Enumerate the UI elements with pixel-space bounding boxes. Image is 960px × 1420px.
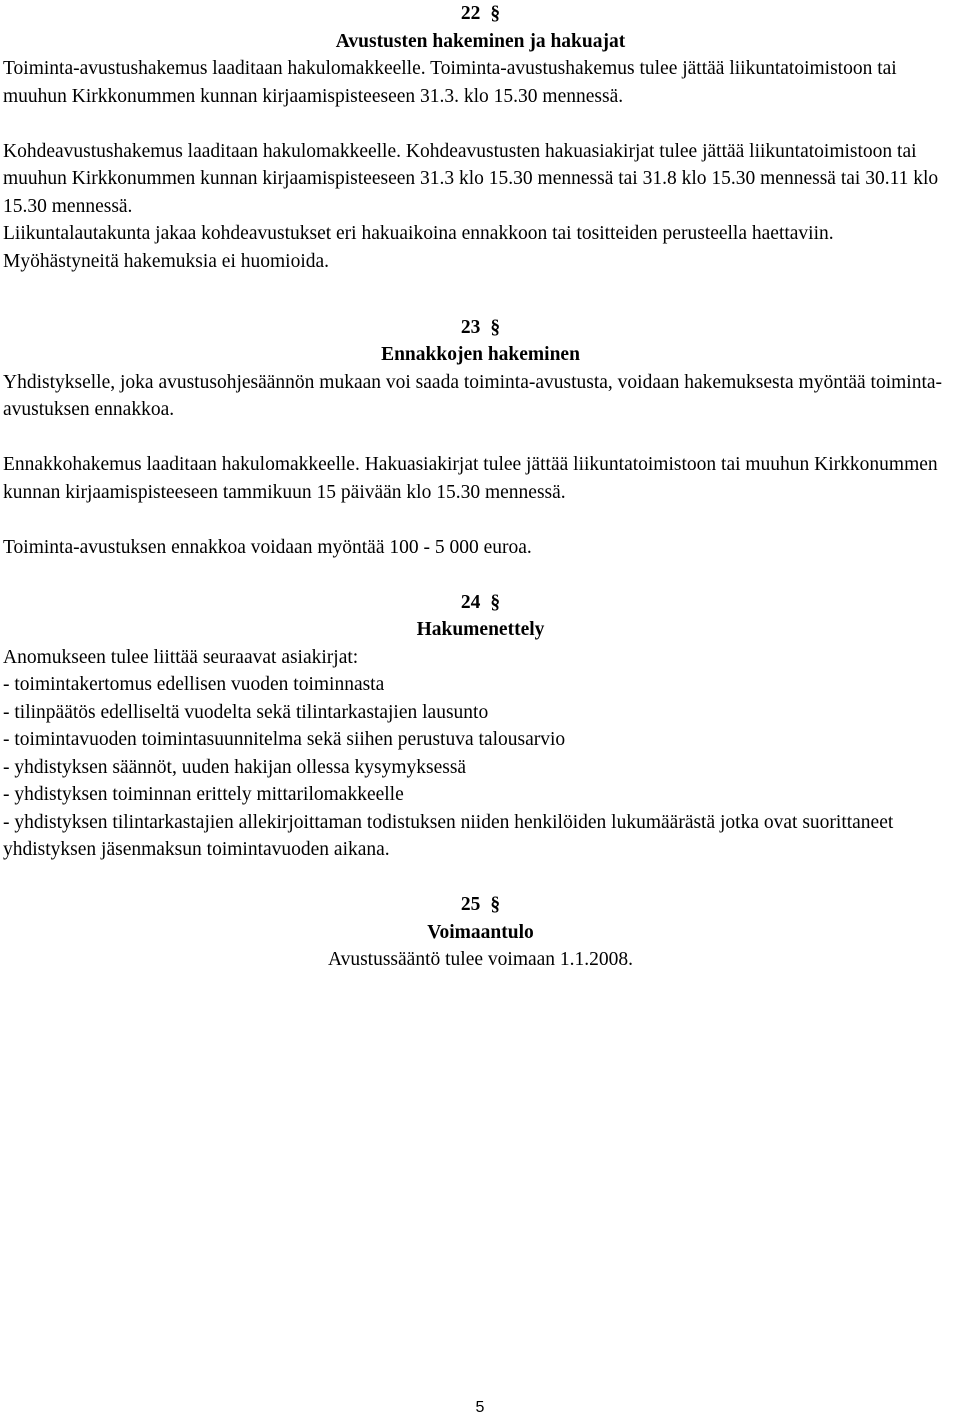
paragraph: Toiminta-avustushakemus laaditaan hakulomakkeelle. Toiminta-avustushakemus tulee jättää liikuntatoimistoon tai muuhun Kirkkonummen kunnan kirjaamispisteeseen 31.3. klo 15.30 mennessä. bbox=[3, 58, 897, 107]
list-item: - yhdistyksen säännöt, uuden hakijan ollessa kysymyksessä bbox=[3, 756, 467, 778]
section-title: Voimaantulo bbox=[427, 921, 534, 943]
section-22 bbox=[3, 0, 958, 275]
section-title: Avustusten hakeminen ja hakuajat bbox=[335, 30, 626, 52]
section-number bbox=[3, 589, 958, 617]
list-item: - yhdistyksen tilintarkastajien allekirjoittaman todistuksen niiden henkilöiden lukumäärästä jotka ovat suorittaneet yhdistyksen jäsenmaksun toimintavuoden aikana. bbox=[3, 811, 894, 860]
section-number bbox=[3, 314, 958, 342]
list-item: - tilinpäätös edelliseltä vuodelta sekä tilintarkastajien lausunto bbox=[3, 701, 489, 723]
section-24 bbox=[3, 589, 958, 864]
paragraph-sign-icon: § bbox=[490, 591, 501, 613]
paragraph: Kohdeavustushakemus laaditaan hakulomakkeelle. Kohdeavustusten hakuasiakirjat tulee jättää liikuntatoimistoon tai muuhun Kirkkonummen kunnan kirjaamispisteeseen 31.3 klo 15.30 mennessä tai 31.8 klo 15.30 mennessä tai 30.11 klo 15.30 mennessä. bbox=[3, 140, 939, 217]
paragraph: Ennakkohakemus laaditaan hakulomakkeelle. Hakuasiakirjat tulee jättää liikuntatoimistoon tai muuhun Kirkkonummen kunnan kirjaamispisteeseen tammikuun 15 päivään klo 15.30 mennessä. bbox=[3, 454, 938, 503]
paragraph: Yhdistykselle, joka avustusohjesäännön mukaan voi saada toiminta-avustusta, voidaan hakemuksesta myöntää toiminta-avustuksen ennakkoa. bbox=[3, 371, 943, 420]
paragraph: Avustussääntö tulee voimaan 1.1.2008. bbox=[327, 949, 634, 970]
list-item: - yhdistyksen toiminnan erittely mittarilomakkeelle bbox=[3, 784, 404, 805]
section-title: Hakumenettely bbox=[416, 619, 545, 640]
section-23 bbox=[3, 314, 958, 562]
paragraph: Anomukseen tulee liittää seuraavat asiakirjat: bbox=[3, 646, 359, 668]
section-number-value: 25 bbox=[460, 894, 481, 915]
section-number bbox=[3, 0, 958, 28]
section-title: Ennakkojen hakeminen bbox=[381, 344, 580, 365]
paragraph: Toiminta-avustuksen ennakkoa voidaan myöntää 100 - 5 000 euroa. bbox=[3, 536, 532, 558]
paragraph: Liikuntalautakunta jakaa kohdeavustukset eri hakuaikoina ennakkoon tai tositteiden perusteella haettaviin. bbox=[3, 223, 834, 244]
section-number-value: 24 bbox=[460, 591, 481, 613]
paragraph-sign-icon: § bbox=[490, 316, 501, 338]
paragraph-sign-icon: § bbox=[490, 3, 501, 24]
list-item: - toimintavuoden toimintasuunnitelma sekä siihen perustuva talousarvio bbox=[3, 729, 566, 750]
paragraph-sign-icon: § bbox=[490, 894, 501, 915]
section-number-value: 23 bbox=[460, 316, 481, 338]
paragraph: Myöhästyneitä hakemuksia ei huomioida. bbox=[3, 250, 330, 272]
page-number: 5 bbox=[475, 1399, 485, 1416]
section-25 bbox=[3, 891, 958, 974]
section-number-value: 22 bbox=[460, 3, 481, 24]
section-number bbox=[3, 891, 958, 919]
list-item: - toimintakertomus edellisen vuoden toiminnasta bbox=[3, 674, 385, 695]
